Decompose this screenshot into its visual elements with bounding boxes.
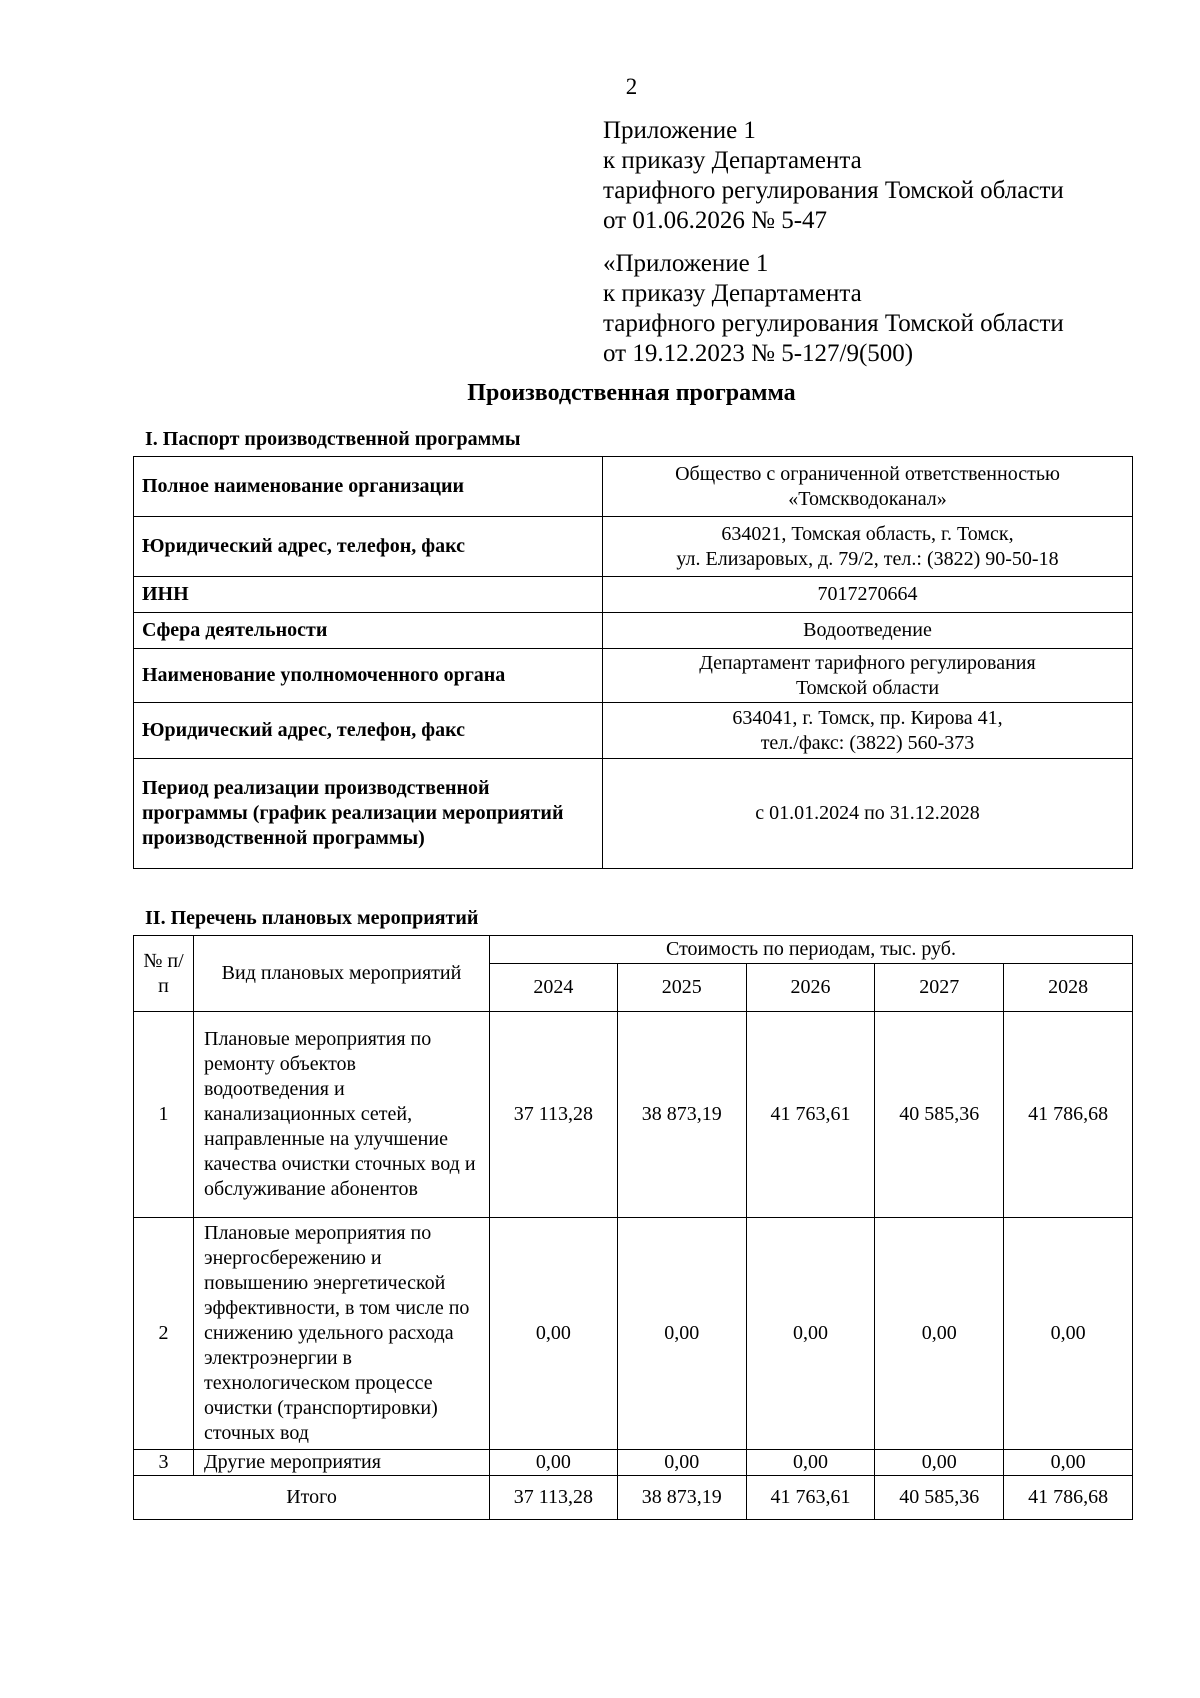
events-table: [133, 935, 1133, 1520]
passport-row: [134, 577, 1133, 613]
passport-value: 7017270664: [603, 577, 1133, 613]
column-header-event-type: Вид плановых мероприятий: [194, 936, 490, 1012]
passport-row: [134, 649, 1133, 703]
cost-cell: 0,00: [875, 1450, 1004, 1476]
passport-label: Сфера деятельности: [134, 613, 603, 649]
row-number: 2: [134, 1218, 194, 1450]
total-cell: 41 786,68: [1004, 1476, 1133, 1520]
column-header-cost: Стоимость по периодам, тыс. руб.: [490, 936, 1133, 964]
cost-cell: 41 786,68: [1004, 1012, 1133, 1218]
approval-line: тарифного регулирования Томской области: [603, 310, 1064, 337]
row-number: 1: [134, 1012, 194, 1218]
event-name: Плановые мероприятия по энергосбережению и повышению энергетической эффективности, в том числе по снижению удельного расхода электроэнергии в технологическом процессе очистки (транспортировки) сточных вод: [194, 1218, 490, 1450]
cost-cell: 40 585,36: [875, 1012, 1004, 1218]
approval-block-current: [603, 116, 1163, 236]
cost-cell: 0,00: [746, 1450, 875, 1476]
passport-value: [603, 703, 1133, 759]
year-header: 2025: [617, 964, 746, 1012]
cost-cell: 0,00: [617, 1218, 746, 1450]
passport-value: [603, 649, 1133, 703]
total-row: [134, 1476, 1133, 1520]
approval-line: «Приложение 1: [603, 250, 769, 277]
document-title: Производственная программа: [467, 380, 796, 406]
value-line: «Томскводоканал»: [788, 487, 947, 510]
cost-cell: 41 763,61: [746, 1012, 875, 1218]
approval-line: к приказу Департамента: [603, 280, 862, 307]
passport-row: [134, 759, 1133, 869]
passport-row: [134, 457, 1133, 517]
cost-cell: 0,00: [490, 1450, 618, 1476]
table-row: [134, 1450, 1133, 1476]
year-header: 2027: [875, 964, 1004, 1012]
passport-label: ИНН: [134, 577, 603, 613]
section-heading-events: II. Перечень плановых мероприятий: [145, 907, 479, 929]
passport-label: Юридический адрес, телефон, факс: [134, 703, 603, 759]
event-name: Плановые мероприятия по ремонту объектов водоотведения и канализационных сетей, направленные на улучшение качества очистки сточных вод и обслуживание абонентов: [194, 1012, 490, 1218]
cost-cell: 0,00: [875, 1218, 1004, 1450]
total-cell: 37 113,28: [490, 1476, 618, 1520]
column-header-number: № п/п: [134, 936, 194, 1012]
cost-cell: 0,00: [746, 1218, 875, 1450]
value-line: тел./факс: (3822) 560-373: [760, 731, 975, 754]
value-line: 634041, г. Томск, пр. Кирова 41,: [732, 706, 1003, 729]
passport-table: [133, 456, 1133, 869]
year-header: 2024: [490, 964, 618, 1012]
row-number: 3: [134, 1450, 194, 1476]
passport-value: Водоотведение: [603, 613, 1133, 649]
section-heading-passport: I. Паспорт производственной программы: [145, 428, 521, 450]
total-label: Итого: [134, 1476, 490, 1520]
passport-value: [603, 517, 1133, 577]
approval-line: к приказу Департамента: [603, 147, 862, 174]
value-line: 634021, Томская область, г. Томск,: [721, 522, 1014, 545]
value-line: Департамент тарифного регулирования: [699, 651, 1036, 674]
total-cell: 41 763,61: [746, 1476, 875, 1520]
passport-label: Период реализации производственной программы (график реализации мероприятий производственной программы): [134, 759, 603, 869]
approval-block-previous: [603, 249, 1163, 369]
approval-line: от 01.06.2026 № 5-47: [603, 207, 828, 234]
cost-cell: 0,00: [1004, 1450, 1133, 1476]
cost-cell: 0,00: [1004, 1218, 1133, 1450]
cost-cell: 0,00: [617, 1450, 746, 1476]
passport-value: с 01.01.2024 по 31.12.2028: [603, 759, 1133, 869]
approval-line: от 19.12.2023 № 5-127/9(500): [603, 340, 914, 367]
approval-line: Приложение 1: [603, 117, 756, 144]
events-header-row: [134, 936, 1133, 964]
passport-row: [134, 703, 1133, 759]
passport-value: [603, 457, 1133, 517]
value-line: Общество с ограниченной ответственностью: [675, 462, 1060, 485]
table-row: [134, 1012, 1133, 1218]
cost-cell: 37 113,28: [490, 1012, 618, 1218]
table-row: [134, 1218, 1133, 1450]
event-name: Другие мероприятия: [194, 1450, 490, 1476]
passport-label: Юридический адрес, телефон, факс: [134, 517, 603, 577]
year-header: 2028: [1004, 964, 1133, 1012]
total-cell: 40 585,36: [875, 1476, 1004, 1520]
passport-row: [134, 613, 1133, 649]
passport-row: [134, 517, 1133, 577]
value-line: ул. Елизаровых, д. 79/2, тел.: (3822) 90-50-18: [676, 547, 1059, 570]
cost-cell: 0,00: [490, 1218, 618, 1450]
total-cell: 38 873,19: [617, 1476, 746, 1520]
value-line: Томской области: [795, 676, 940, 699]
cost-cell: 38 873,19: [617, 1012, 746, 1218]
page-number: 2: [625, 74, 638, 99]
year-header: 2026: [746, 964, 875, 1012]
approval-line: тарифного регулирования Томской области: [603, 177, 1064, 204]
passport-label: Полное наименование организации: [134, 457, 603, 517]
passport-label: Наименование уполномоченного органа: [134, 649, 603, 703]
